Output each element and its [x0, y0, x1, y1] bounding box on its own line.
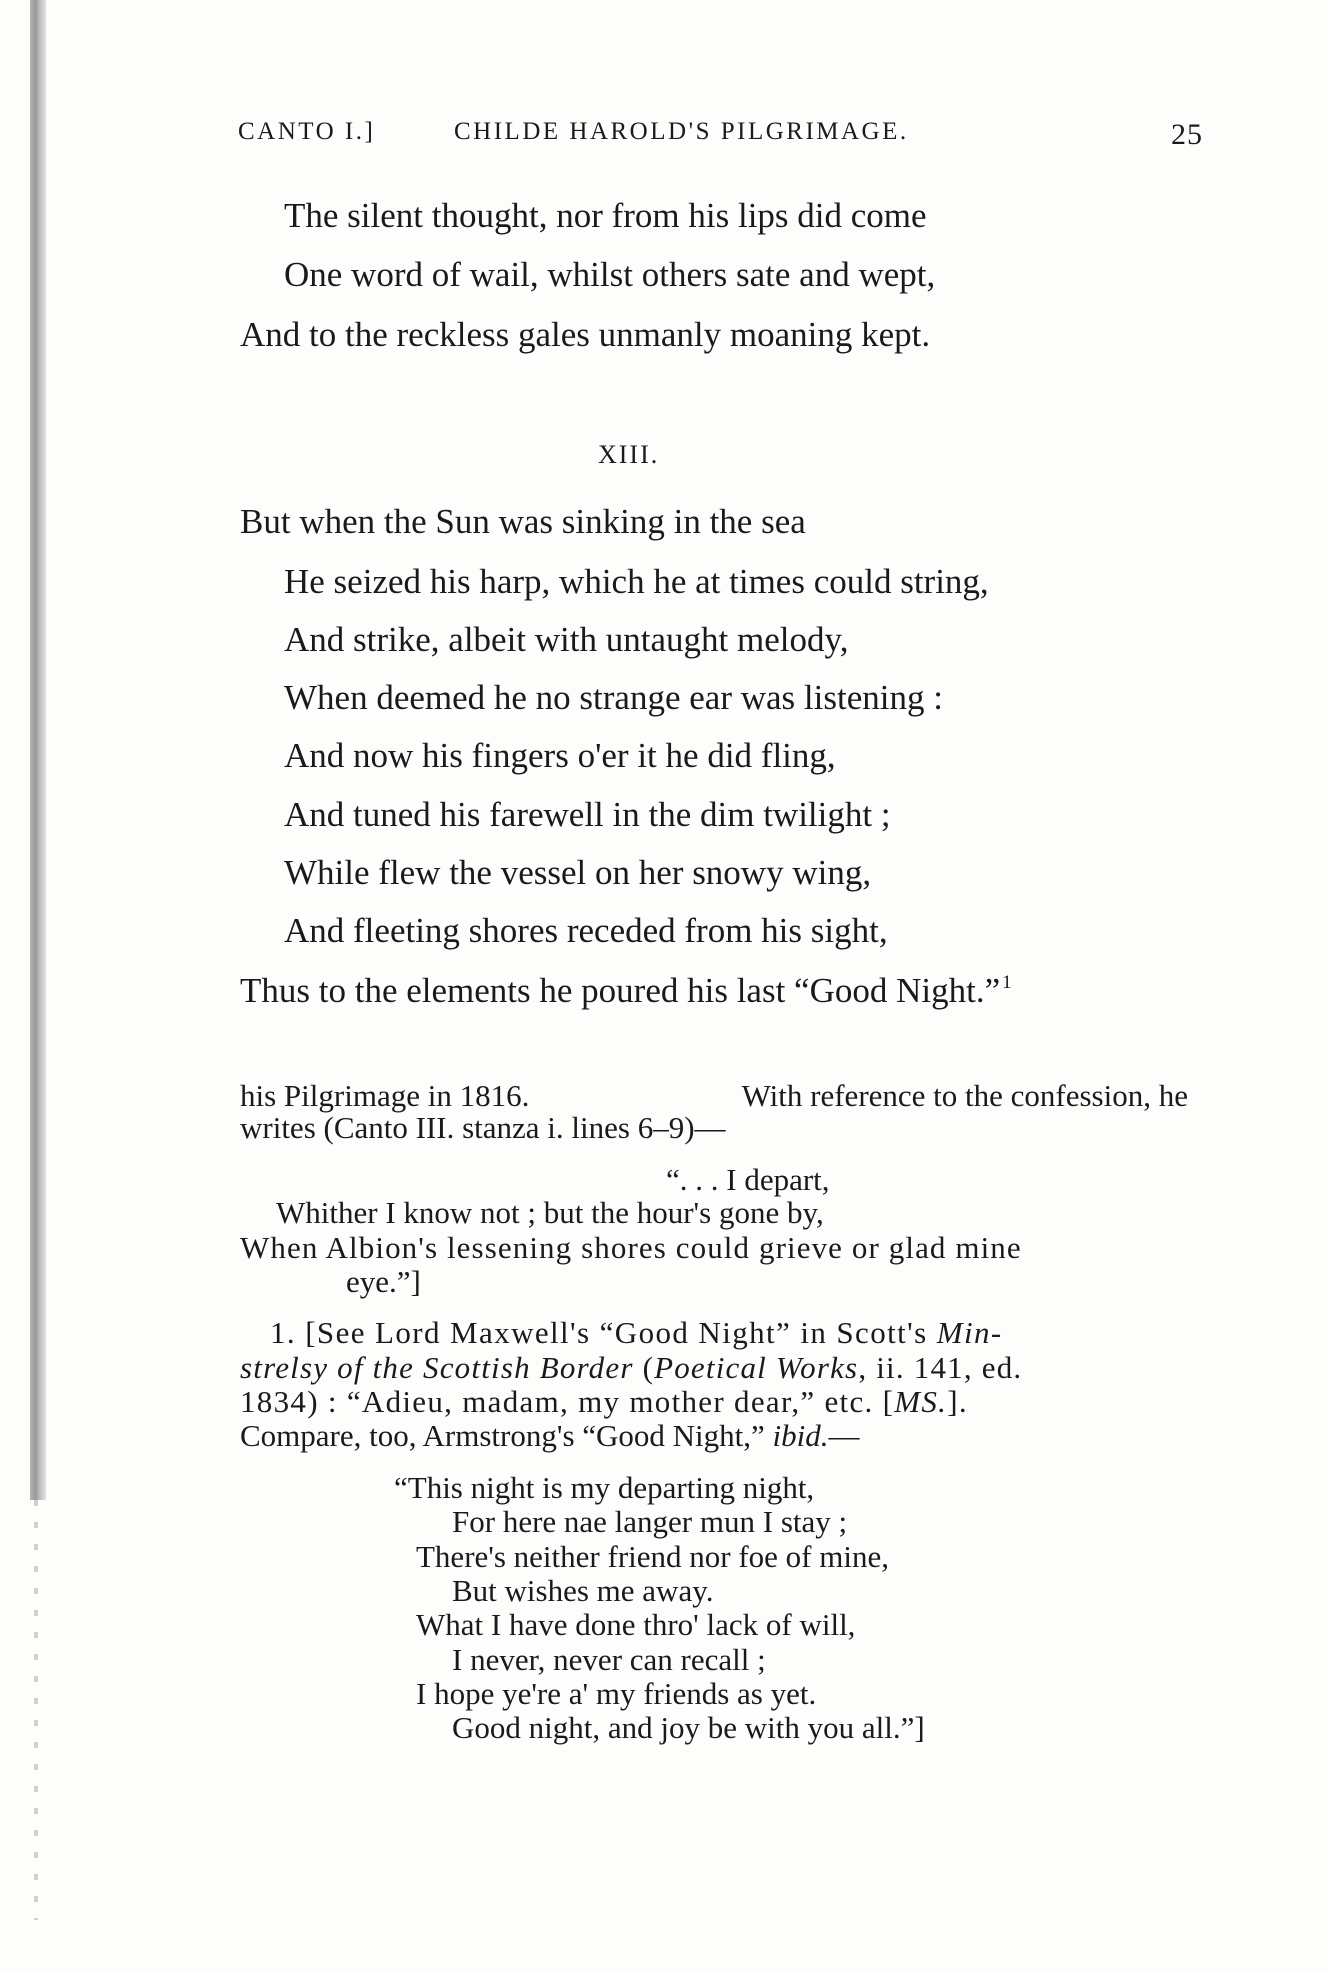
verse-line: And now his fingers o'er it he did fling,	[284, 736, 836, 775]
binding-edge-marks	[34, 1500, 38, 1920]
footnote-1-line	[240, 1420, 860, 1451]
poem-line: I never, never can recall ;	[452, 1642, 766, 1677]
note-text: Compare, too, Armstrong's “Good Night,”	[240, 1418, 765, 1453]
header-canto: CANTO I.]	[238, 118, 376, 145]
note-italic: Min-	[936, 1315, 1003, 1350]
verse-line: And to the reckless gales unmanly moaning kept.	[240, 315, 931, 354]
note-continuation-line	[240, 1078, 1188, 1114]
poem-line: But wishes me away.	[452, 1573, 714, 1608]
note-text: —	[828, 1418, 860, 1453]
running-header	[238, 118, 1203, 158]
poem-line: There's neither friend nor foe of mine,	[416, 1539, 889, 1574]
verse-line: But when the Sun was sinking in the sea	[240, 502, 806, 541]
note-text: 1. [See Lord Maxwell's “Good Night” in Scott's	[270, 1315, 928, 1350]
note-italic: MS.	[894, 1384, 948, 1419]
stanza-number: XIII.	[598, 440, 660, 469]
quote-line: eye.”]	[346, 1264, 421, 1299]
quote-line: Whither I know not ; but the hour's gone by,	[276, 1195, 824, 1230]
verse-line: One word of wail, whilst others sate and wept,	[284, 255, 936, 294]
poem-line: Good night, and joy be with you all.”]	[452, 1710, 925, 1745]
verse-line-last	[240, 971, 1012, 1011]
note-text: , ii. 141, ed.	[858, 1350, 1023, 1385]
footnote-1-line	[270, 1317, 1003, 1348]
header-title: CHILDE HAROLD'S PILGRIMAGE.	[454, 118, 909, 145]
verse-line: And tuned his farewell in the dim twilight ;	[284, 795, 891, 834]
quote-line: “. . . I depart,	[666, 1162, 830, 1197]
poem-line: “This night is my departing night,	[394, 1470, 815, 1505]
binding-shadow	[30, 0, 46, 1500]
note-italic: strelsy of the Scottish Border	[240, 1350, 634, 1385]
verse-line: And fleeting shores receded from his sight,	[284, 911, 888, 950]
verse-line: While flew the vessel on her snowy wing,	[284, 853, 872, 892]
poem-line: What I have done thro' lack of will,	[416, 1607, 856, 1642]
page-number: 25	[1171, 118, 1203, 151]
note-italic: Poetical Works	[654, 1350, 859, 1385]
note-text: (	[642, 1350, 655, 1385]
quote-line: When Albion's lessening shores could grieve or glad mine	[240, 1230, 1022, 1265]
poem-line: For here nae langer mun I stay ;	[452, 1504, 848, 1539]
note-italic: ibid.	[772, 1418, 829, 1453]
verse-line: And strike, albeit with untaught melody,	[284, 620, 849, 659]
note-text: 1834) : “Adieu, madam, my mother dear,” etc. [	[240, 1384, 895, 1419]
footnote-1-line	[240, 1386, 968, 1417]
verse-line: The silent thought, nor from his lips did come	[284, 196, 927, 235]
footnote-1-line	[240, 1352, 1022, 1383]
verse-line: When deemed he no strange ear was listening :	[284, 678, 943, 717]
verse-line: He seized his harp, which he at times could string,	[284, 562, 989, 601]
note-text: ].	[947, 1384, 968, 1419]
poem-line: I hope ye're a' my friends as yet.	[416, 1676, 817, 1711]
footnote-marker: 1	[1002, 972, 1012, 993]
note-text: With reference to the confession, he	[741, 1078, 1188, 1113]
note-continuation-line: writes (Canto III. stanza i. lines 6–9)—	[240, 1110, 726, 1145]
note-text: his Pilgrimage in 1816.	[240, 1078, 530, 1113]
verse-text: Thus to the elements he poured his last “Good Night.”	[240, 971, 1001, 1010]
